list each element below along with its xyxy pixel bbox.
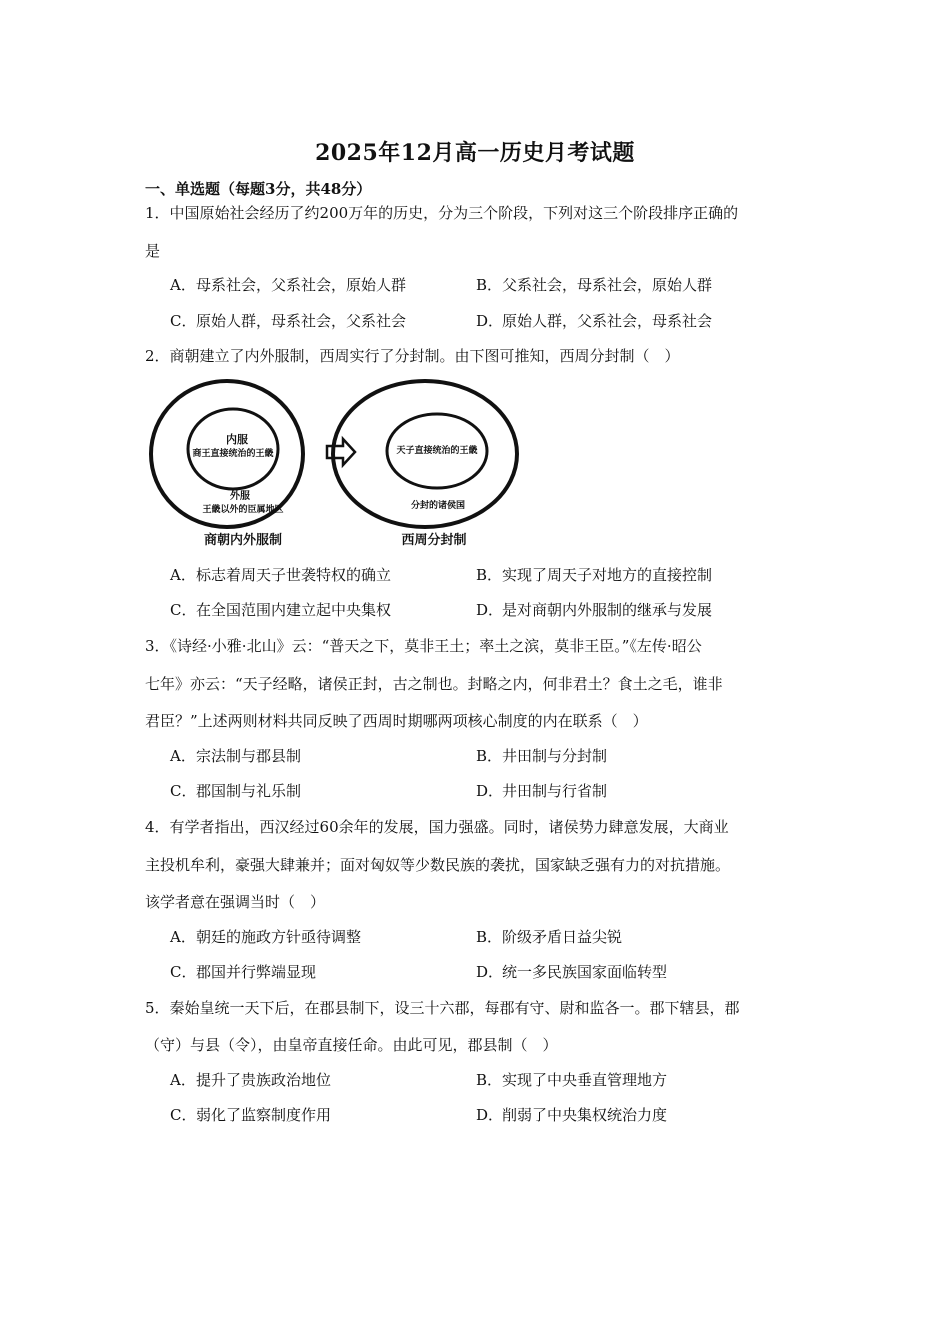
right-inner-label: 天子直接统治的王畿	[396, 446, 478, 456]
section-heading: 一、单选题（每题3分，共48分）	[145, 180, 372, 198]
question-3-line-1: 3．《诗经·小雅·北山》云：“普天之下，莫非王土；率土之滨，莫非王臣。”《左传·昭公	[145, 637, 702, 655]
left-inner-title: 内服	[226, 433, 248, 446]
q5-option-c[interactable]: C．弱化了监察制度作用	[170, 1106, 332, 1124]
q4-option-a[interactable]: A．朝廷的施政方针亟待调整	[170, 928, 362, 946]
q1-option-c[interactable]: C．原始人群，母系社会，父系社会	[170, 312, 407, 330]
question-5-line-2: （守）与县（令），由皇帝直接任命。由此可见，郡县制（ ）	[145, 1036, 558, 1054]
question-4-line-3: 该学者意在强调当时（ ）	[145, 893, 326, 911]
q2-option-b[interactable]: B．实现了周天子对地方的直接控制	[476, 566, 713, 584]
q3-option-b[interactable]: B．井田制与分封制	[476, 747, 608, 765]
left-outer-sub: 王畿以外的臣属地区	[202, 505, 284, 515]
q2-option-d[interactable]: D．是对商朝内外服制的继承与发展	[476, 601, 713, 619]
question-1-line-1: 1．中国原始社会经历了约200万年的历史，分为三个阶段，下列对这三个阶段排序正确的	[145, 204, 739, 222]
left-caption: 商朝内外服制	[203, 533, 283, 548]
q3-option-c[interactable]: C．郡国制与礼乐制	[170, 782, 302, 800]
q1-option-d[interactable]: D．原始人群，父系社会，母系社会	[476, 312, 713, 330]
q2-option-c[interactable]: C．在全国范围内建立起中央集权	[170, 601, 392, 619]
question-4-line-2: 主投机牟利，豪强大肆兼并；面对匈奴等少数民族的袭扰，国家缺乏强有力的对抗措施。	[145, 856, 731, 874]
q5-option-b[interactable]: B．实现了中央垂直管理地方	[476, 1071, 668, 1089]
q4-option-c[interactable]: C．郡国并行弊端显现	[170, 963, 317, 981]
left-inner-sub: 商王直接统治的王畿	[192, 449, 274, 459]
q1-option-a[interactable]: A．母系社会，父系社会，原始人群	[170, 276, 407, 294]
q3-option-a[interactable]: A．宗法制与郡县制	[170, 747, 302, 765]
right-caption: 西周分封制	[401, 533, 467, 548]
q3-option-d[interactable]: D．井田制与行省制	[476, 782, 608, 800]
q1-option-b[interactable]: B．父系社会，母系社会，原始人群	[476, 276, 713, 294]
question-2-line-1: 2．商朝建立了内外服制，西周实行了分封制。由下图可推知，西周分封制（ ）	[145, 347, 680, 365]
page-title: 2025年12月高一历史月考试题	[315, 140, 635, 166]
question-4-line-1: 4．有学者指出，西汉经过60余年的发展，国力强盛。同时，诸侯势力肆意发展，大商业	[145, 818, 729, 836]
right-outer-label: 分封的诸侯国	[410, 501, 466, 511]
q5-option-d[interactable]: D．削弱了中央集权统治力度	[476, 1106, 668, 1124]
question-3-line-2: 七年》亦云：“天子经略，诸侯正封，古之制也。封略之内，何非君土？食土之毛，谁非	[145, 675, 723, 693]
q4-option-b[interactable]: B．阶级矛盾日益尖锐	[476, 928, 623, 946]
left-outer-title: 外服	[230, 491, 250, 502]
question-1-line-2: 是	[145, 242, 161, 260]
q2-option-a[interactable]: A．标志着周天子世袭特权的确立	[170, 566, 392, 584]
question-5-line-1: 5．秦始皇统一天下后，在郡县制下，设三十六郡，每郡有守、尉和监各一。郡下辖县，郡	[145, 999, 740, 1017]
feudal-system-diagram	[145, 374, 535, 549]
q5-option-a[interactable]: A．提升了贵族政治地位	[170, 1071, 332, 1089]
question-3-line-3: 君臣？”上述两则材料共同反映了西周时期哪两项核心制度的内在联系（ ）	[145, 712, 648, 730]
q4-option-d[interactable]: D．统一多民族国家面临转型	[476, 963, 668, 981]
